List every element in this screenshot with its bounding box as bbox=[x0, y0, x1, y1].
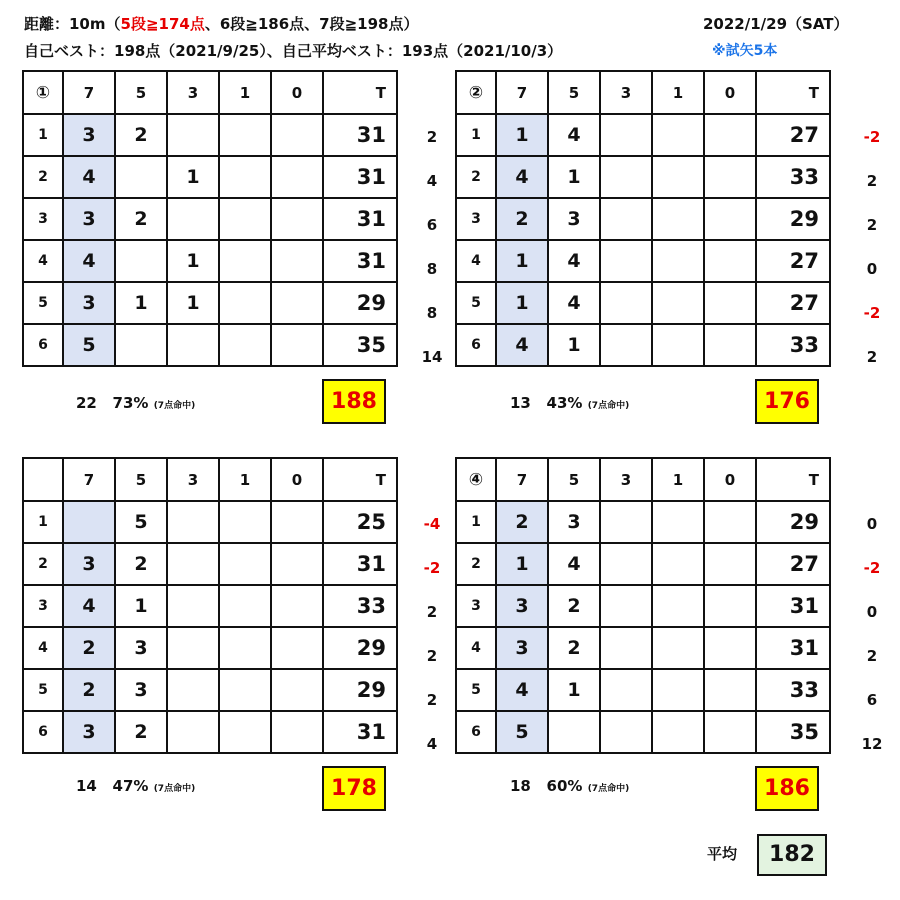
hit-count-7pt: 4 bbox=[63, 156, 115, 198]
end-total: 27 bbox=[756, 240, 830, 282]
hit-count-7pt: 5 bbox=[63, 324, 115, 366]
column-header: 7 bbox=[63, 71, 115, 114]
end-total: 31 bbox=[756, 585, 830, 627]
hit-count-3pt bbox=[167, 711, 219, 753]
game-number-label: ② bbox=[456, 71, 496, 114]
column-header: T bbox=[756, 458, 830, 501]
end-total: 31 bbox=[323, 156, 397, 198]
end-row bbox=[23, 501, 397, 543]
hit-count-1pt bbox=[652, 543, 704, 585]
hit-count-0pt bbox=[704, 501, 756, 543]
hit-count-5pt: 3 bbox=[548, 501, 600, 543]
end-total: 29 bbox=[323, 627, 397, 669]
hit-count-0pt bbox=[271, 711, 323, 753]
hit-count-1pt bbox=[652, 156, 704, 198]
end-number: 5 bbox=[456, 282, 496, 324]
hit-count-7pt: 4 bbox=[63, 585, 115, 627]
hit-count-0pt bbox=[271, 114, 323, 156]
column-header: 0 bbox=[271, 458, 323, 501]
side-value: 0 bbox=[866, 260, 878, 278]
hit-count-0pt bbox=[704, 543, 756, 585]
hit-count-3pt bbox=[167, 114, 219, 156]
hit-count-3pt bbox=[167, 198, 219, 240]
hit-count-3pt bbox=[600, 585, 652, 627]
column-header: 0 bbox=[271, 71, 323, 114]
hit-count-1pt bbox=[219, 114, 271, 156]
side-value: 8 bbox=[426, 260, 438, 278]
hit-count-5pt: 4 bbox=[548, 282, 600, 324]
hit-count-0pt bbox=[704, 627, 756, 669]
end-row bbox=[456, 627, 830, 669]
end-row bbox=[23, 240, 397, 282]
hit-count-1pt bbox=[219, 627, 271, 669]
hit-count-1pt bbox=[219, 156, 271, 198]
hit-count-5pt: 1 bbox=[548, 156, 600, 198]
side-value: 0 bbox=[866, 515, 878, 533]
end-row bbox=[456, 240, 830, 282]
hit-count-7pt: 2 bbox=[63, 669, 115, 711]
side-value: 2 bbox=[866, 348, 878, 366]
rate-note: (7点命中) bbox=[587, 784, 630, 794]
side-value: 8 bbox=[426, 304, 438, 322]
game-number-label: ① bbox=[23, 71, 63, 114]
hit-count-0pt bbox=[704, 156, 756, 198]
end-total: 33 bbox=[756, 669, 830, 711]
hit-count-3pt bbox=[600, 198, 652, 240]
score-table-game-3 bbox=[22, 457, 398, 754]
column-header: 1 bbox=[219, 71, 271, 114]
hit-count-5pt: 4 bbox=[548, 114, 600, 156]
hit-count-7pt: 2 bbox=[496, 198, 548, 240]
hit-count-1pt bbox=[652, 282, 704, 324]
end-row bbox=[456, 711, 830, 753]
end-number: 1 bbox=[23, 114, 63, 156]
end-total: 29 bbox=[323, 282, 397, 324]
end-row bbox=[23, 114, 397, 156]
hit-count-5pt: 2 bbox=[548, 585, 600, 627]
hit-count-1pt bbox=[652, 627, 704, 669]
end-row bbox=[456, 669, 830, 711]
hit-count-7pt: 3 bbox=[63, 114, 115, 156]
hit-count-5pt bbox=[548, 711, 600, 753]
hit-count-1pt bbox=[652, 198, 704, 240]
average-label: 平均 bbox=[707, 845, 738, 863]
hit-count-5pt: 2 bbox=[115, 198, 167, 240]
hit-count-0pt bbox=[704, 282, 756, 324]
side-value: 6 bbox=[426, 216, 438, 234]
hit-count-7pt: 4 bbox=[496, 324, 548, 366]
end-total: 27 bbox=[756, 114, 830, 156]
column-header: 5 bbox=[115, 71, 167, 114]
hit-count-5pt: 3 bbox=[548, 198, 600, 240]
hit-count-0pt bbox=[704, 198, 756, 240]
hit-count-5pt: 2 bbox=[115, 114, 167, 156]
side-value: 12 bbox=[861, 735, 883, 753]
hit-count-7pt: 3 bbox=[63, 711, 115, 753]
end-number: 5 bbox=[23, 282, 63, 324]
hit-count-7pt: 4 bbox=[496, 669, 548, 711]
side-value: 2 bbox=[866, 172, 878, 190]
column-header: T bbox=[756, 71, 830, 114]
end-row bbox=[456, 585, 830, 627]
hit-count-1pt bbox=[219, 543, 271, 585]
end-row bbox=[23, 156, 397, 198]
hit-count-0pt bbox=[271, 282, 323, 324]
hit-count-3pt bbox=[167, 501, 219, 543]
hit-count-7pt: 5 bbox=[496, 711, 548, 753]
distance-rule-line bbox=[24, 13, 418, 34]
column-header: 0 bbox=[704, 71, 756, 114]
hit-count-3pt bbox=[600, 711, 652, 753]
hit-count-5pt: 2 bbox=[115, 543, 167, 585]
side-value: 14 bbox=[421, 348, 443, 366]
game-total: 188 bbox=[322, 379, 386, 424]
hit-count-5pt: 2 bbox=[115, 711, 167, 753]
warmup-note: ※試矢5本 bbox=[712, 43, 778, 59]
side-value: -2 bbox=[863, 304, 881, 322]
end-number: 1 bbox=[456, 114, 496, 156]
hit-count-7pt bbox=[63, 501, 115, 543]
column-header: T bbox=[323, 458, 397, 501]
hit-count-0pt bbox=[704, 585, 756, 627]
hit-count-0pt bbox=[271, 627, 323, 669]
seven-point-hits: 22 bbox=[76, 394, 97, 412]
hit-count-1pt bbox=[219, 669, 271, 711]
end-number: 3 bbox=[23, 585, 63, 627]
hit-count-7pt: 3 bbox=[496, 585, 548, 627]
column-header: 3 bbox=[167, 458, 219, 501]
average-value: 182 bbox=[757, 834, 827, 876]
end-row bbox=[23, 198, 397, 240]
hit-count-0pt bbox=[704, 114, 756, 156]
side-value: -2 bbox=[863, 128, 881, 146]
end-row bbox=[456, 156, 830, 198]
hit-count-7pt: 1 bbox=[496, 240, 548, 282]
grade-thresholds-text: 、6段≧186点、7段≧198点） bbox=[204, 15, 419, 33]
hit-count-0pt bbox=[271, 501, 323, 543]
column-header: 1 bbox=[652, 458, 704, 501]
hit-summary bbox=[510, 777, 629, 795]
hit-count-7pt: 4 bbox=[63, 240, 115, 282]
rate-note: (7点命中) bbox=[587, 401, 630, 411]
hit-count-1pt bbox=[652, 585, 704, 627]
column-header: 3 bbox=[167, 71, 219, 114]
game-number-label bbox=[23, 458, 63, 501]
hit-count-7pt: 3 bbox=[496, 627, 548, 669]
column-header: 5 bbox=[115, 458, 167, 501]
end-row bbox=[23, 324, 397, 366]
side-value: 0 bbox=[866, 603, 878, 621]
hit-count-7pt: 2 bbox=[496, 501, 548, 543]
hit-count-3pt: 1 bbox=[167, 240, 219, 282]
score-table-game-1 bbox=[22, 70, 398, 367]
end-total: 35 bbox=[756, 711, 830, 753]
end-number: 4 bbox=[23, 240, 63, 282]
game-total: 176 bbox=[755, 379, 819, 424]
end-number: 2 bbox=[456, 156, 496, 198]
hit-count-5pt: 5 bbox=[115, 501, 167, 543]
hit-count-1pt bbox=[652, 114, 704, 156]
hit-count-5pt: 2 bbox=[548, 627, 600, 669]
hit-count-5pt: 3 bbox=[115, 669, 167, 711]
hit-count-5pt: 1 bbox=[115, 585, 167, 627]
end-row bbox=[23, 711, 397, 753]
end-total: 31 bbox=[323, 543, 397, 585]
end-row bbox=[23, 543, 397, 585]
distance-text: 距離：10m（ bbox=[24, 15, 121, 33]
end-number: 5 bbox=[23, 669, 63, 711]
end-number: 2 bbox=[456, 543, 496, 585]
end-number: 5 bbox=[456, 669, 496, 711]
side-value: 2 bbox=[866, 216, 878, 234]
hit-count-5pt bbox=[115, 240, 167, 282]
hit-count-3pt bbox=[600, 114, 652, 156]
rate-note: (7点命中) bbox=[153, 401, 196, 411]
hit-count-1pt bbox=[652, 240, 704, 282]
end-total: 33 bbox=[323, 585, 397, 627]
hit-count-1pt bbox=[652, 711, 704, 753]
end-number: 6 bbox=[23, 711, 63, 753]
rate-note: (7点命中) bbox=[153, 784, 196, 794]
hit-summary bbox=[510, 394, 629, 412]
hit-count-5pt: 1 bbox=[115, 282, 167, 324]
hit-count-7pt: 4 bbox=[496, 156, 548, 198]
column-header: 5 bbox=[548, 71, 600, 114]
hit-count-1pt bbox=[652, 324, 704, 366]
hit-count-3pt bbox=[600, 156, 652, 198]
side-value: 2 bbox=[426, 647, 438, 665]
end-total: 27 bbox=[756, 543, 830, 585]
hit-count-0pt bbox=[704, 240, 756, 282]
hit-count-3pt bbox=[600, 627, 652, 669]
game-total: 186 bbox=[755, 766, 819, 811]
end-number: 4 bbox=[456, 240, 496, 282]
end-total: 33 bbox=[756, 156, 830, 198]
end-number: 3 bbox=[456, 585, 496, 627]
hit-count-0pt bbox=[704, 711, 756, 753]
score-table-game-2 bbox=[455, 70, 831, 367]
end-number: 3 bbox=[23, 198, 63, 240]
hit-count-0pt bbox=[271, 156, 323, 198]
column-header: 0 bbox=[704, 458, 756, 501]
hit-count-1pt bbox=[652, 501, 704, 543]
personal-best-line: 自己ベスト：198点（2021/9/25）、自己平均ベスト：193点（2021/10/3） bbox=[24, 42, 563, 60]
end-row bbox=[23, 282, 397, 324]
hit-count-3pt: 1 bbox=[167, 282, 219, 324]
seven-point-rate: 73% bbox=[112, 394, 149, 412]
end-total: 31 bbox=[756, 627, 830, 669]
hit-count-1pt bbox=[219, 324, 271, 366]
hit-count-3pt bbox=[600, 324, 652, 366]
hit-count-7pt: 1 bbox=[496, 114, 548, 156]
hit-count-1pt bbox=[219, 240, 271, 282]
end-row bbox=[456, 501, 830, 543]
end-total: 29 bbox=[323, 669, 397, 711]
hit-count-3pt bbox=[167, 543, 219, 585]
hit-count-5pt: 1 bbox=[548, 324, 600, 366]
column-header: 3 bbox=[600, 458, 652, 501]
hit-summary bbox=[76, 394, 195, 412]
hit-count-3pt bbox=[167, 585, 219, 627]
hit-count-7pt: 3 bbox=[63, 282, 115, 324]
end-number: 6 bbox=[456, 324, 496, 366]
hit-count-1pt bbox=[219, 585, 271, 627]
hit-count-1pt bbox=[652, 669, 704, 711]
column-header: 1 bbox=[652, 71, 704, 114]
end-total: 33 bbox=[756, 324, 830, 366]
hit-count-0pt bbox=[271, 198, 323, 240]
hit-count-0pt bbox=[271, 585, 323, 627]
side-value: 6 bbox=[866, 691, 878, 709]
side-value: 4 bbox=[426, 735, 438, 753]
column-header: 3 bbox=[600, 71, 652, 114]
hit-count-1pt bbox=[219, 198, 271, 240]
end-number: 4 bbox=[456, 627, 496, 669]
end-number: 3 bbox=[456, 198, 496, 240]
hit-count-0pt bbox=[271, 669, 323, 711]
end-row bbox=[456, 324, 830, 366]
score-table-game-4 bbox=[455, 457, 831, 754]
hit-count-5pt bbox=[115, 324, 167, 366]
hit-count-7pt: 1 bbox=[496, 282, 548, 324]
session-date: 2022/1/29（SAT） bbox=[703, 15, 849, 33]
hit-count-5pt: 4 bbox=[548, 240, 600, 282]
game-total: 178 bbox=[322, 766, 386, 811]
hit-count-0pt bbox=[704, 324, 756, 366]
grade5-threshold: 5段≧174点 bbox=[120, 15, 205, 33]
end-row bbox=[456, 543, 830, 585]
end-row bbox=[23, 669, 397, 711]
side-value: -2 bbox=[863, 559, 881, 577]
end-row bbox=[23, 627, 397, 669]
hit-count-5pt: 1 bbox=[548, 669, 600, 711]
side-value: 2 bbox=[426, 603, 438, 621]
end-total: 27 bbox=[756, 282, 830, 324]
end-row bbox=[456, 198, 830, 240]
hit-summary bbox=[76, 777, 195, 795]
side-value: 2 bbox=[426, 691, 438, 709]
seven-point-rate: 60% bbox=[546, 777, 583, 795]
hit-count-0pt bbox=[271, 324, 323, 366]
end-number: 2 bbox=[23, 156, 63, 198]
column-header: 5 bbox=[548, 458, 600, 501]
seven-point-rate: 43% bbox=[546, 394, 583, 412]
end-total: 29 bbox=[756, 501, 830, 543]
hit-count-1pt bbox=[219, 282, 271, 324]
hit-count-3pt bbox=[600, 669, 652, 711]
seven-point-hits: 13 bbox=[510, 394, 531, 412]
end-total: 29 bbox=[756, 198, 830, 240]
end-total: 25 bbox=[323, 501, 397, 543]
end-row bbox=[456, 282, 830, 324]
side-value: -4 bbox=[423, 515, 441, 533]
hit-count-0pt bbox=[704, 669, 756, 711]
end-total: 31 bbox=[323, 198, 397, 240]
end-number: 1 bbox=[23, 501, 63, 543]
hit-count-3pt bbox=[600, 282, 652, 324]
column-header: 7 bbox=[63, 458, 115, 501]
end-number: 6 bbox=[23, 324, 63, 366]
hit-count-3pt bbox=[167, 324, 219, 366]
side-value: -2 bbox=[423, 559, 441, 577]
column-header: T bbox=[323, 71, 397, 114]
hit-count-3pt bbox=[600, 240, 652, 282]
hit-count-3pt bbox=[167, 669, 219, 711]
hit-count-7pt: 2 bbox=[63, 627, 115, 669]
end-total: 31 bbox=[323, 711, 397, 753]
game-number-label: ④ bbox=[456, 458, 496, 501]
seven-point-rate: 47% bbox=[112, 777, 149, 795]
hit-count-7pt: 3 bbox=[63, 543, 115, 585]
hit-count-7pt: 1 bbox=[496, 543, 548, 585]
side-value: 4 bbox=[426, 172, 438, 190]
hit-count-5pt: 3 bbox=[115, 627, 167, 669]
end-number: 6 bbox=[456, 711, 496, 753]
end-number: 2 bbox=[23, 543, 63, 585]
end-total: 31 bbox=[323, 114, 397, 156]
hit-count-5pt bbox=[115, 156, 167, 198]
seven-point-hits: 14 bbox=[76, 777, 97, 795]
hit-count-3pt bbox=[600, 543, 652, 585]
hit-count-5pt: 4 bbox=[548, 543, 600, 585]
seven-point-hits: 18 bbox=[510, 777, 531, 795]
hit-count-3pt bbox=[167, 627, 219, 669]
hit-count-7pt: 3 bbox=[63, 198, 115, 240]
hit-count-3pt bbox=[600, 501, 652, 543]
end-number: 1 bbox=[456, 501, 496, 543]
column-header: 7 bbox=[496, 458, 548, 501]
side-value: 2 bbox=[426, 128, 438, 146]
column-header: 1 bbox=[219, 458, 271, 501]
hit-count-1pt bbox=[219, 501, 271, 543]
column-header: 7 bbox=[496, 71, 548, 114]
side-value: 2 bbox=[866, 647, 878, 665]
end-number: 4 bbox=[23, 627, 63, 669]
hit-count-0pt bbox=[271, 543, 323, 585]
hit-count-0pt bbox=[271, 240, 323, 282]
end-row bbox=[23, 585, 397, 627]
end-total: 35 bbox=[323, 324, 397, 366]
hit-count-3pt: 1 bbox=[167, 156, 219, 198]
end-total: 31 bbox=[323, 240, 397, 282]
end-row bbox=[456, 114, 830, 156]
hit-count-1pt bbox=[219, 711, 271, 753]
